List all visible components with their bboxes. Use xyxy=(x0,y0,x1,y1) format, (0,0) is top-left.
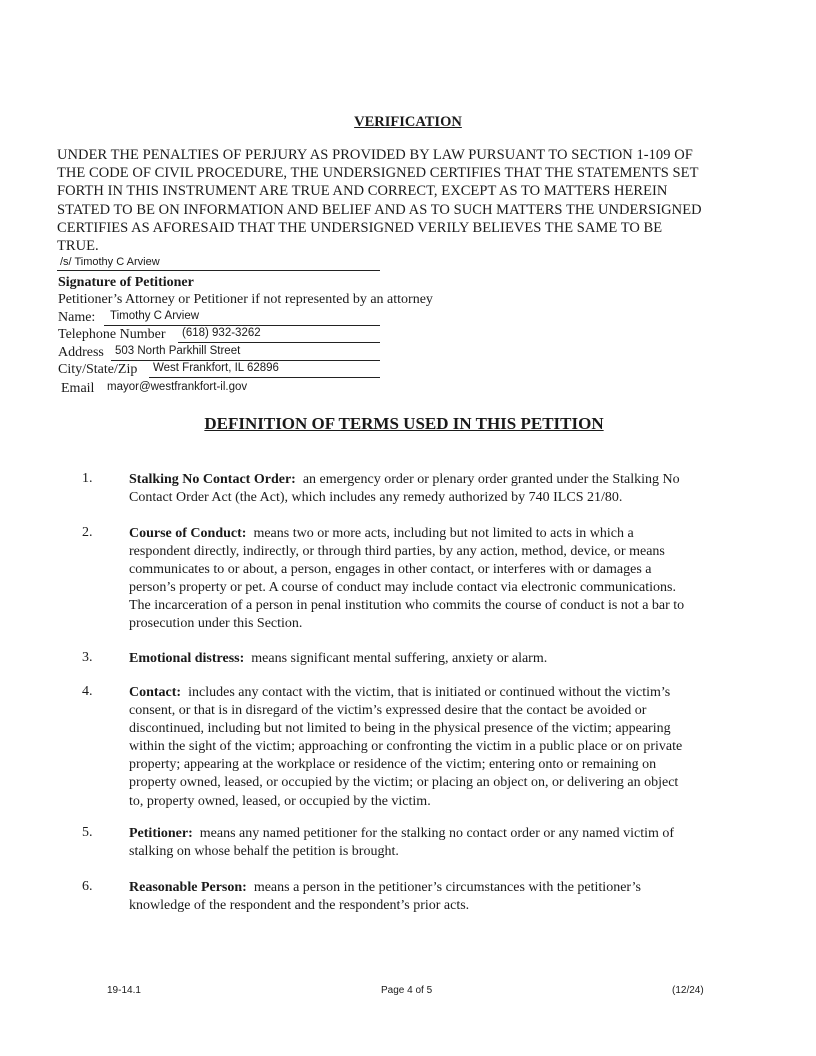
definition-number: 4. xyxy=(82,684,93,699)
verification-line: FORTH IN THIS INSTRUMENT ARE TRUE AND CORRECT, EXCEPT AS TO MATTERS HEREIN xyxy=(57,183,668,200)
definition-term: Stalking No Contact Order: xyxy=(129,472,296,487)
email-field xyxy=(61,381,391,399)
signature-sublabel: Petitioner’s Attorney or Petitioner if not represented by an attorney xyxy=(58,292,433,307)
definition-number: 2. xyxy=(82,525,93,540)
city-field xyxy=(58,362,388,380)
definition-body xyxy=(129,684,749,811)
telephone-field xyxy=(58,327,388,345)
definitions-heading: DEFINITION OF TERMS USED IN THIS PETITION xyxy=(204,414,604,433)
verification-line: UNDER THE PENALTIES OF PERJURY AS PROVIDED BY LAW PURSUANT TO SECTION 1-109 OF xyxy=(57,147,693,163)
definition-text: stalking on whose behalf the petition is brought. xyxy=(129,844,399,860)
telephone-value: (618) 932-3262 xyxy=(182,327,261,339)
definition-text: property; appearing at the workplace or residence of the victim; entering onto or remaining on xyxy=(129,757,657,773)
definition-body xyxy=(129,650,749,668)
definition-text: The incarceration of a person in penal institution who commits the course of conduct is not a bar to xyxy=(129,598,685,614)
address-value: 503 North Parkhill Street xyxy=(115,345,241,357)
definition-text: an emergency order or plenary order granted under the Stalking No xyxy=(302,472,680,487)
definition-text: communicates to or about, a person, engages in other contact, or interferes with or damages a xyxy=(129,562,652,578)
definition-body xyxy=(129,525,749,634)
address-underline xyxy=(111,360,380,361)
telephone-label: Telephone Number xyxy=(58,327,166,342)
definition-number: 5. xyxy=(82,825,93,840)
definition-text: to, property owned, leased, or occupied by the victim. xyxy=(129,793,431,809)
name-field xyxy=(58,310,388,328)
page-number: Page 4 of 5 xyxy=(381,985,433,996)
name-underline xyxy=(104,325,380,326)
definition-term: Emotional distress: xyxy=(129,651,245,666)
city-value: West Frankfort, IL 62896 xyxy=(153,362,279,374)
definition-text: person’s property or pet. A course of conduct may include contact via electronic communications. xyxy=(129,580,676,596)
definition-text: respondent directly, indirectly, or through third parties, by any action, method, device, or means xyxy=(129,544,665,560)
definition-text: prosecution under this Section. xyxy=(129,616,303,632)
signature-label: Signature of Petitioner xyxy=(58,275,194,290)
name-value: Timothy C Arview xyxy=(110,310,200,322)
definition-text: means a person in the petitioner’s circumstances with the petitioner’s xyxy=(253,880,641,895)
definition-text: means any named petitioner for the stalking no contact order or any named victim of xyxy=(199,826,675,841)
verification-heading: VERIFICATION xyxy=(354,114,462,130)
verification-line: STATED TO BE ON INFORMATION AND BELIEF AND AS TO SUCH MATTERS THE UNDERSIGNED xyxy=(57,201,702,218)
definition-body xyxy=(129,879,749,915)
address-field xyxy=(58,345,388,363)
verification-line: CERTIFIES AS AFORESAID THAT THE UNDERSIGNED VERILY BELIEVES THE SAME TO BE xyxy=(57,219,663,236)
definition-text: discontinued, including but not limited to being in the physical presence of the victim; appearing xyxy=(129,721,671,737)
form-number: 19-14.1 xyxy=(107,985,141,996)
definition-text: consent, or that is in disregard of the victim’s expressed desire that the contact be avoided or xyxy=(129,703,647,719)
signature-value: /s/ Timothy C Arview xyxy=(60,256,160,268)
definition-text: Contact Order Act (the Act), which includes any remedy authorized by 740 ILCS 21/80. xyxy=(129,490,623,506)
definition-term: Course of Conduct: xyxy=(129,526,247,541)
name-label: Name: xyxy=(58,310,96,325)
definition-body xyxy=(129,471,749,507)
definition-number: 3. xyxy=(82,650,93,665)
city-label: City/State/Zip xyxy=(58,362,138,377)
definition-text: within the sight of the victim; approaching or confronting the victim in a public place or on private xyxy=(129,739,683,755)
definition-text: property owned, leased, or occupied by the victim; or placing an object on, or delivering an object xyxy=(129,775,679,791)
definition-text: means two or more acts, including but not limited to acts in which a xyxy=(253,526,634,541)
verification-statement xyxy=(57,146,757,255)
telephone-underline xyxy=(178,342,380,343)
verification-line: TRUE. xyxy=(57,238,99,255)
definition-term: Petitioner: xyxy=(129,826,193,841)
city-underline xyxy=(149,377,380,378)
definition-body xyxy=(129,825,749,861)
definition-term: Contact: xyxy=(129,685,182,700)
address-label: Address xyxy=(58,345,104,360)
verification-line: THE CODE OF CIVIL PROCEDURE, THE UNDERSIGNED CERTIFIES THAT THE STATEMENTS SET xyxy=(57,165,699,182)
revision-date: (12/24) xyxy=(672,985,704,996)
definition-number: 1. xyxy=(82,471,93,486)
definition-text: includes any contact with the victim, that is initiated or continued without the victim’s xyxy=(188,685,671,700)
definition-term: Reasonable Person: xyxy=(129,880,247,895)
definition-number: 6. xyxy=(82,879,93,894)
email-label: Email xyxy=(61,381,95,396)
email-value: mayor@westfrankfort-il.gov xyxy=(107,381,248,393)
definition-text: means significant mental suffering, anxiety or alarm. xyxy=(251,651,548,666)
definition-text: knowledge of the respondent and the respondent’s prior acts. xyxy=(129,898,470,914)
